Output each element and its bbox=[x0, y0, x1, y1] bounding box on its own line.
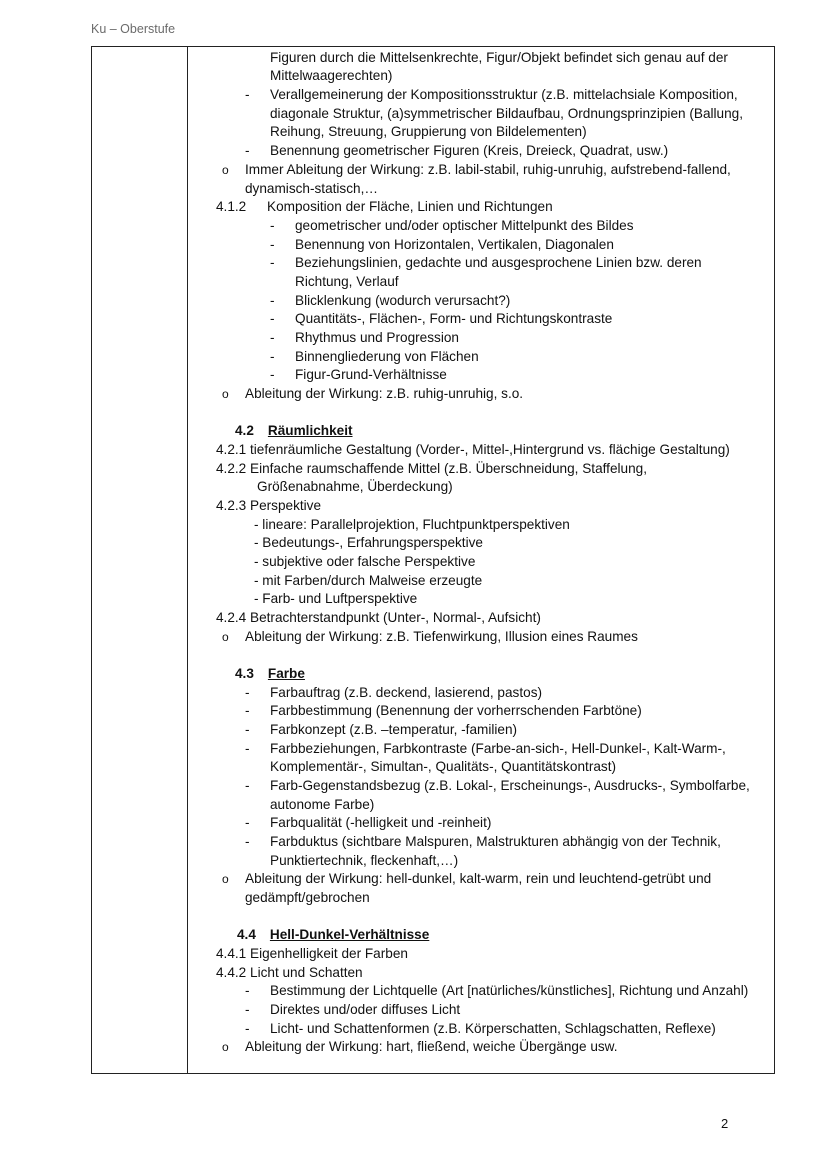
list-item: Quantitäts-, Flächen-, Form- und Richtungskontraste bbox=[295, 311, 613, 326]
dash-bullet: - bbox=[245, 722, 250, 737]
list-item: Binnengliederung von Flächen bbox=[295, 349, 479, 364]
list-item: Farbduktus (sichtbare Malspuren, Malstrukturen abhängig von der Technik, bbox=[270, 834, 721, 849]
subsection-line: Größenabnahme, Überdeckung) bbox=[257, 479, 453, 494]
list-item: Farbkonzept (z.B. –temperatur, -familien) bbox=[270, 722, 518, 737]
list-item: Licht- und Schattenformen (z.B. Körperschatten, Schlagschatten, Reflexe) bbox=[270, 1021, 716, 1036]
dash-bullet: - bbox=[245, 87, 250, 102]
dash-bullet: - bbox=[270, 367, 275, 382]
circle-bullet: o bbox=[222, 1040, 229, 1054]
subsection-line: 4.2.1 tiefenräumliche Gestaltung (Vorder-, Mittel-,Hintergrund vs. flächige Gestaltung) bbox=[216, 442, 730, 457]
dash-bullet: - bbox=[270, 293, 275, 308]
section-number: 4.1.2 bbox=[216, 199, 247, 214]
list-item: Benennung von Horizontalen, Vertikalen, Diagonalen bbox=[295, 237, 614, 252]
list-item: - Bedeutungs-, Erfahrungsperspektive bbox=[254, 535, 483, 550]
list-item: autonome Farbe) bbox=[270, 797, 375, 812]
section-number: 4.2 bbox=[235, 423, 254, 438]
list-item: diagonale Struktur, (a)symmetrischer Bildaufbau, Ordnungsprinzipien (Ballung, bbox=[270, 106, 743, 121]
dash-bullet: - bbox=[245, 983, 250, 998]
list-item: - mit Farben/durch Malweise erzeugte bbox=[254, 573, 483, 588]
list-item: - subjektive oder falsche Perspektive bbox=[254, 554, 476, 569]
text-line: Mittelwaagerechten) bbox=[270, 68, 393, 83]
list-item: Komplementär-, Simultan-, Qualitäts-, Quantitätskontrast) bbox=[270, 759, 617, 774]
section-title: Hell-Dunkel-Verhältnisse bbox=[269, 927, 430, 942]
list-item: - lineare: Parallelprojektion, Fluchtpunktperspektiven bbox=[254, 517, 570, 532]
dash-bullet: - bbox=[245, 778, 250, 793]
wirkung-text: dynamisch-statisch,… bbox=[245, 181, 378, 196]
list-item: Direktes und/oder diffuses Licht bbox=[270, 1002, 461, 1017]
circle-bullet: o bbox=[222, 630, 229, 644]
dash-bullet: - bbox=[245, 741, 250, 756]
subsection-line: 4.2.3 Perspektive bbox=[216, 498, 322, 513]
wirkung-text: Immer Ableitung der Wirkung: z.B. labil-stabil, ruhig-unruhig, aufstrebend-fallend, bbox=[245, 162, 731, 177]
dash-bullet: - bbox=[270, 237, 275, 252]
list-item: Farbbestimmung (Benennung der vorherrschenden Farbtöne) bbox=[270, 703, 642, 718]
dash-bullet: - bbox=[270, 330, 275, 345]
section-heading-raeumlichkeit bbox=[235, 422, 353, 440]
wirkung-text: Ableitung der Wirkung: hart, fließend, weiche Übergänge usw. bbox=[245, 1039, 618, 1054]
dash-bullet: - bbox=[245, 815, 250, 830]
page-header: Ku – Oberstufe bbox=[91, 22, 176, 36]
section-title: Farbe bbox=[267, 666, 305, 681]
dash-bullet: - bbox=[245, 834, 250, 849]
subsection-line: 4.2.2 Einfache raumschaffende Mittel (z.B. Überschneidung, Staffelung, bbox=[216, 461, 647, 476]
page-number: 2 bbox=[721, 1116, 729, 1131]
column-divider bbox=[187, 47, 188, 1073]
list-item: Bestimmung der Lichtquelle (Art [natürliches/künstliches], Richtung und Anzahl) bbox=[270, 983, 749, 998]
list-item: geometrischer und/oder optischer Mittelpunkt des Bildes bbox=[295, 218, 634, 233]
dash-bullet: - bbox=[245, 1021, 250, 1036]
list-item: Farbauftrag (z.B. deckend, lasierend, pastos) bbox=[270, 685, 543, 700]
wirkung-text: gedämpft/gebrochen bbox=[245, 890, 370, 905]
wirkung-text: Ableitung der Wirkung: z.B. Tiefenwirkung, Illusion eines Raumes bbox=[245, 629, 638, 644]
dash-bullet: - bbox=[270, 255, 275, 270]
list-item: Farb-Gegenstandsbezug (z.B. Lokal-, Erscheinungs-, Ausdrucks-, Symbolfarbe, bbox=[270, 778, 750, 793]
section-heading-hell-dunkel bbox=[237, 926, 429, 944]
subsection-line: 4.2.4 Betrachterstandpunkt (Unter-, Normal-, Aufsicht) bbox=[216, 610, 541, 625]
circle-bullet: o bbox=[222, 872, 229, 886]
list-item: Verallgemeinerung der Kompositionsstruktur (z.B. mittelachsiale Komposition, bbox=[270, 87, 738, 102]
dash-bullet: - bbox=[245, 703, 250, 718]
dash-bullet: - bbox=[270, 311, 275, 326]
dash-bullet: - bbox=[245, 685, 250, 700]
list-item: Blicklenkung (wodurch verursacht?) bbox=[295, 293, 511, 308]
subsection-line: 4.4.2 Licht und Schatten bbox=[216, 965, 363, 980]
text-line: Figuren durch die Mittelsenkrechte, Figur/Objekt befindet sich genau auf der bbox=[270, 50, 728, 65]
dash-bullet: - bbox=[270, 218, 275, 233]
list-item: Rhythmus und Progression bbox=[295, 330, 459, 345]
section-title: Komposition der Fläche, Linien und Richtungen bbox=[267, 199, 553, 214]
list-item: Figur-Grund-Verhältnisse bbox=[295, 367, 447, 382]
circle-bullet: o bbox=[222, 163, 229, 177]
list-item: Richtung, Verlauf bbox=[295, 274, 399, 289]
list-item: Reihung, Streuung, Gruppierung von Bildelementen) bbox=[270, 124, 587, 139]
list-item: - Farb- und Luftperspektive bbox=[254, 591, 418, 606]
section-number: 4.3 bbox=[235, 666, 254, 681]
dash-bullet: - bbox=[245, 1002, 250, 1017]
list-item: Farbqualität (-helligkeit und -reinheit) bbox=[270, 815, 492, 830]
section-number: 4.4 bbox=[237, 927, 256, 942]
subsection-line: 4.4.1 Eigenhelligkeit der Farben bbox=[216, 946, 408, 961]
list-item: Benennung geometrischer Figuren (Kreis, Dreieck, Quadrat, usw.) bbox=[270, 143, 669, 158]
section-heading-farbe bbox=[235, 665, 305, 683]
wirkung-text: Ableitung der Wirkung: hell-dunkel, kalt-warm, rein und leuchtend-getrübt und bbox=[245, 871, 712, 886]
wirkung-text: Ableitung der Wirkung: z.B. ruhig-unruhig, s.o. bbox=[245, 386, 524, 401]
circle-bullet: o bbox=[222, 387, 229, 401]
dash-bullet: - bbox=[245, 143, 250, 158]
list-item: Beziehungslinien, gedachte und ausgesprochene Linien bzw. deren bbox=[295, 255, 702, 270]
section-title: Räumlichkeit bbox=[267, 423, 353, 438]
list-item: Farbbeziehungen, Farbkontraste (Farbe-an-sich-, Hell-Dunkel-, Kalt-Warm-, bbox=[270, 741, 726, 756]
dash-bullet: - bbox=[270, 349, 275, 364]
list-item: Punktiertechnik, fleckenhaft,…) bbox=[270, 853, 459, 868]
